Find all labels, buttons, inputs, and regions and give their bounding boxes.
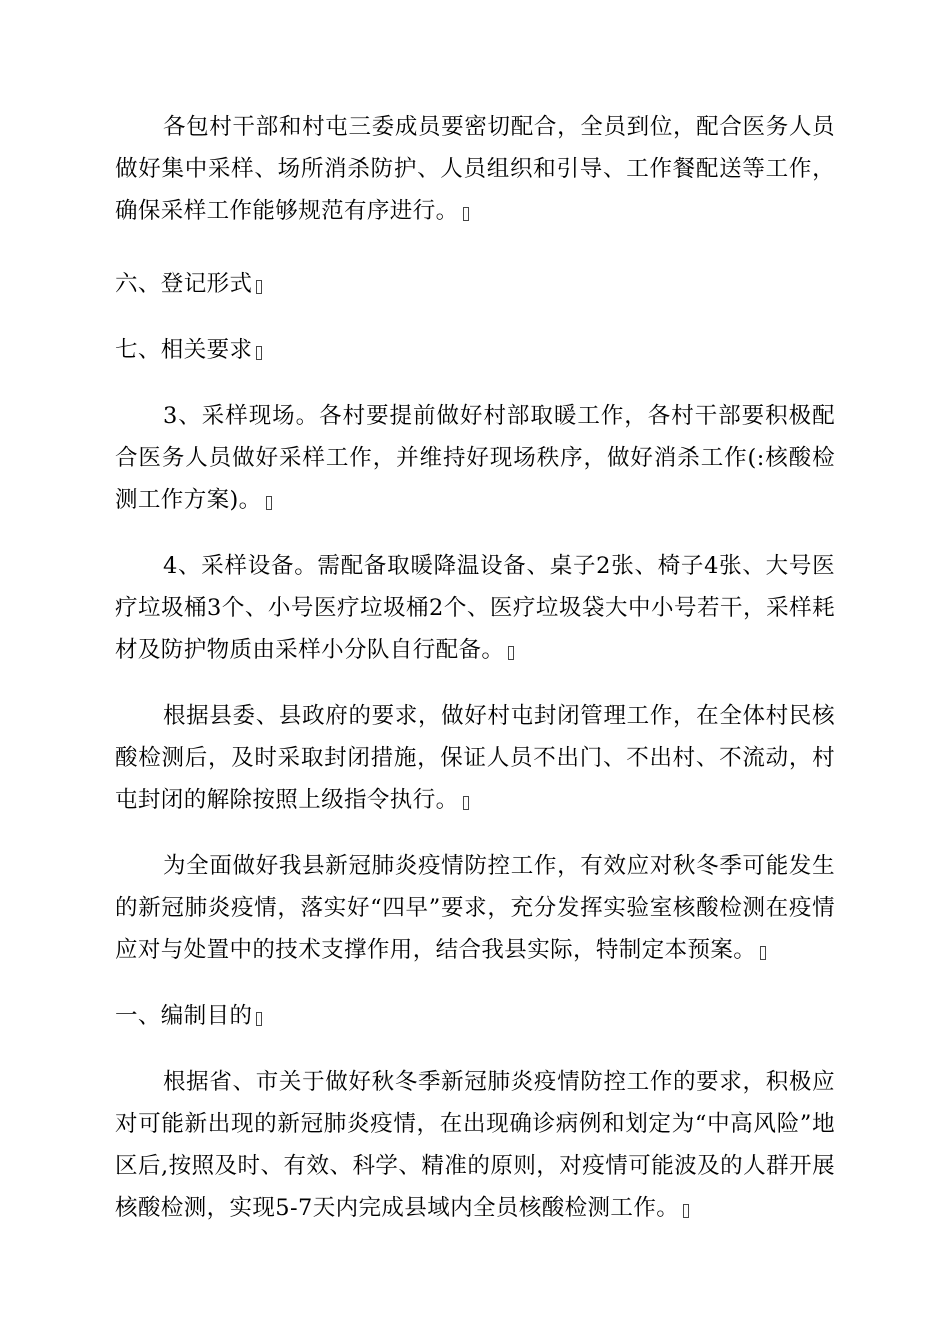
- paragraph-mark-icon: [760, 946, 766, 960]
- paragraph-mark-icon: [266, 496, 272, 510]
- paragraph-mark-icon: [256, 1012, 262, 1026]
- paragraph-mark-icon: [463, 207, 469, 221]
- paragraph-sampling-equipment: 4、采样设备。需配备取暖降温设备、桌子2张、椅子4张、大号医疗垃圾桶3个、小号医疗垃圾桶2个、医疗垃圾袋大中小号若干，采样耗材及防护物质由采样小分队自行配备。: [115, 553, 835, 663]
- paragraph-closed-management: 根据县委、县政府的要求，做好村屯封闭管理工作，在全体村民核酸检测后，及时采取封闭措施，保证人员不出门、不出村、不流动，村屯封闭的解除按照上级指令执行。: [115, 703, 835, 813]
- paragraph-sampling-site: 3、采样现场。各村要提前做好村部取暖工作，各村干部要积极配合医务人员做好采样工作，并维持好现场秩序，做好消杀工作(:核酸检测工作方案)。: [115, 403, 835, 513]
- section-heading-requirements: 七、相关要求: [115, 329, 835, 371]
- section-heading-registration: 六、登记形式: [115, 263, 835, 305]
- paragraph-mark-icon: [508, 646, 514, 660]
- paragraph-mark-icon: [256, 346, 262, 360]
- paragraph-mark-icon: [683, 1204, 689, 1218]
- paragraph-purpose-intro: 为全面做好我县新冠肺炎疫情防控工作，有效应对秋冬季可能发生的新冠肺炎疫情，落实好“四早”要求，充分发挥实验室核酸检测在疫情应对与处置中的技术支撑作用，结合我县实际，特制定本预案。: [115, 853, 835, 963]
- section-heading-objective: 一、编制目的: [115, 995, 835, 1037]
- paragraph-objective: 根据省、市关于做好秋冬季新冠肺炎疫情防控工作的要求，积极应对可能新出现的新冠肺炎疫情，在出现确诊病例和划定为“中高风险”地区后,按照及时、有效、科学、精准的原则，对疫情可能波及的人群开展核酸检测，实现5-7天内完成县域内全员核酸检测工作。: [115, 1069, 835, 1221]
- document-body: [115, 106, 835, 1229]
- paragraph-mark-icon: [463, 796, 469, 810]
- paragraph-coordination: 各包村干部和村屯三委成员要密切配合，全员到位，配合医务人员做好集中采样、场所消杀防护、人员组织和引导、工作餐配送等工作，确保采样工作能够规范有序进行。: [115, 114, 835, 224]
- paragraph-mark-icon: [256, 280, 262, 294]
